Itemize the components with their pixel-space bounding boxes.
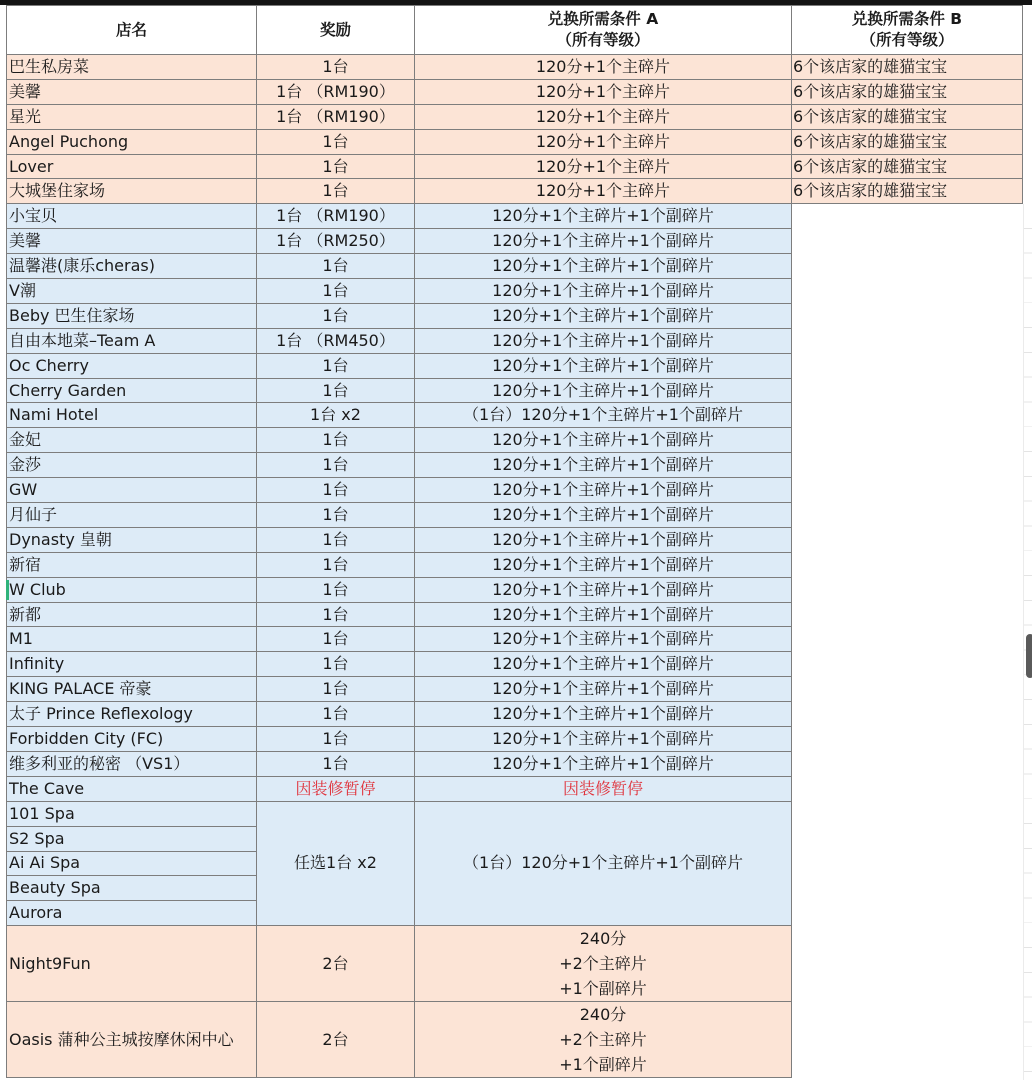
reward-cell[interactable]: 1台: [257, 577, 415, 602]
empty-cell: [792, 254, 1023, 279]
empty-cell: [792, 826, 1023, 851]
empty-cell: [792, 328, 1023, 353]
condition-b-cell[interactable]: 6个该店家的雄猫宝宝: [792, 154, 1023, 179]
empty-cell: [792, 652, 1023, 677]
empty-cell: [792, 453, 1023, 478]
condition-a-cell[interactable]: 因装修暂停: [415, 776, 792, 801]
condition-a-cell[interactable]: （1台）120分+1个主碎片+1个副碎片: [415, 801, 792, 925]
table-row: [7, 353, 1023, 378]
header-condition-b[interactable]: [792, 6, 1023, 55]
table-row: [7, 627, 1023, 652]
condition-a-cell[interactable]: 120分+1个主碎片+1个副碎片: [415, 328, 792, 353]
table-row: [7, 702, 1023, 727]
condition-a-cell[interactable]: 120分+1个主碎片+1个副碎片: [415, 503, 792, 528]
table-row: [7, 129, 1023, 154]
reward-cell[interactable]: 1台: [257, 702, 415, 727]
reward-cell[interactable]: 1台: [257, 478, 415, 503]
condition-b-cell[interactable]: 6个该店家的雄猫宝宝: [792, 79, 1023, 104]
condition-a-line: +1个副碎片: [559, 1055, 647, 1075]
scrollbar-handle[interactable]: [1026, 634, 1032, 678]
empty-cell: [792, 727, 1023, 752]
reward-cell[interactable]: 1台: [257, 527, 415, 552]
condition-a-cell[interactable]: 120分+1个主碎片+1个副碎片: [415, 751, 792, 776]
store-name-cell[interactable]: 自由本地菜–Team A: [7, 328, 257, 353]
store-name-cell[interactable]: Angel Puchong: [7, 129, 257, 154]
condition-b-cell[interactable]: 6个该店家的雄猫宝宝: [792, 55, 1023, 80]
reward-cell[interactable]: 1台: [257, 552, 415, 577]
condition-a-cell[interactable]: 120分+1个主碎片+1个副碎片: [415, 552, 792, 577]
empty-cell: [792, 503, 1023, 528]
store-name-cell[interactable]: 金妃: [7, 428, 257, 453]
store-name-cell[interactable]: The Cave: [7, 776, 257, 801]
condition-a-cell[interactable]: （1台）120分+1个主碎片+1个副碎片: [415, 403, 792, 428]
store-name-cell[interactable]: Beauty Spa: [7, 876, 257, 901]
table-row: [7, 204, 1023, 229]
condition-a-cell[interactable]: 120分+1个主碎片+1个副碎片: [415, 378, 792, 403]
empty-cell: [792, 876, 1023, 901]
reward-cell[interactable]: 1台: [257, 751, 415, 776]
reward-cell[interactable]: 2台: [257, 926, 415, 1002]
table-row: [7, 751, 1023, 776]
store-name-cell[interactable]: Nami Hotel: [7, 403, 257, 428]
reward-cell[interactable]: 1台: [257, 503, 415, 528]
condition-a-cell[interactable]: 120分+1个主碎片+1个副碎片: [415, 353, 792, 378]
empty-cell: [792, 527, 1023, 552]
store-name-cell[interactable]: Forbidden City (FC): [7, 727, 257, 752]
condition-a-cell[interactable]: 120分+1个主碎片+1个副碎片: [415, 478, 792, 503]
store-name-cell[interactable]: M1: [7, 627, 257, 652]
condition-a-cell[interactable]: 120分+1个主碎片+1个副碎片: [415, 279, 792, 304]
store-name-cell[interactable]: Beby 巴生住家场: [7, 303, 257, 328]
header-name-label: 店名: [115, 20, 147, 39]
header-condition-b-line2: （所有等级）: [860, 31, 954, 49]
store-name-cell[interactable]: Lover: [7, 154, 257, 179]
reward-cell[interactable]: 1台: [257, 279, 415, 304]
empty-cell: [792, 776, 1023, 801]
store-name-cell[interactable]: 新都: [7, 602, 257, 627]
store-name-cell[interactable]: 101 Spa: [7, 801, 257, 826]
reward-cell[interactable]: 1台: [257, 378, 415, 403]
table-row: [7, 453, 1023, 478]
table-row: [7, 229, 1023, 254]
table-row: [7, 478, 1023, 503]
empty-cell: [792, 353, 1023, 378]
condition-a-cell[interactable]: 120分+1个主碎片+1个副碎片: [415, 453, 792, 478]
condition-a-cell[interactable]: 120分+1个主碎片: [415, 79, 792, 104]
empty-cell: [792, 901, 1023, 926]
condition-a-cell[interactable]: 120分+1个主碎片+1个副碎片: [415, 254, 792, 279]
empty-cell: [792, 801, 1023, 826]
empty-cell: [792, 851, 1023, 876]
condition-a-cell[interactable]: 120分+1个主碎片+1个副碎片: [415, 428, 792, 453]
condition-a-cell[interactable]: [415, 1002, 792, 1078]
header-name[interactable]: [7, 6, 257, 55]
table-row: [7, 55, 1023, 80]
selection-marker: [6, 580, 9, 600]
condition-a-cell[interactable]: 120分+1个主碎片: [415, 179, 792, 204]
reward-cell[interactable]: 1台 （RM450）: [257, 328, 415, 353]
store-name-cell[interactable]: Aurora: [7, 901, 257, 926]
store-name-cell[interactable]: 大城堡住家场: [7, 179, 257, 204]
reward-cell[interactable]: 1台: [257, 727, 415, 752]
reward-cell[interactable]: 1台: [257, 154, 415, 179]
empty-cell: [792, 279, 1023, 304]
empty-cell: [792, 577, 1023, 602]
condition-a-line: 240分: [579, 1005, 627, 1025]
condition-a-cell[interactable]: 120分+1个主碎片+1个副碎片: [415, 652, 792, 677]
condition-a-line: +1个副碎片: [559, 979, 647, 999]
reward-cell[interactable]: 1台: [257, 428, 415, 453]
reward-cell[interactable]: 1台 （RM250）: [257, 229, 415, 254]
empty-cell: [792, 303, 1023, 328]
condition-a-cell[interactable]: 120分+1个主碎片+1个副碎片: [415, 677, 792, 702]
table-row: [7, 602, 1023, 627]
empty-cell: [792, 478, 1023, 503]
reward-cell[interactable]: 1台 （RM190）: [257, 79, 415, 104]
condition-a-cell[interactable]: 120分+1个主碎片+1个副碎片: [415, 627, 792, 652]
store-name-cell[interactable]: Oc Cherry: [7, 353, 257, 378]
store-name-cell[interactable]: Cherry Garden: [7, 378, 257, 403]
store-name-cell[interactable]: 小宝贝: [7, 204, 257, 229]
store-name-cell[interactable]: 温馨港(康乐cheras): [7, 254, 257, 279]
store-name-cell[interactable]: Dynasty 皇朝: [7, 527, 257, 552]
table-row: [7, 279, 1023, 304]
store-name-cell[interactable]: Ai Ai Spa: [7, 851, 257, 876]
rewards-table: [6, 5, 1023, 1078]
table-row: [7, 403, 1023, 428]
reward-cell[interactable]: 1台: [257, 129, 415, 154]
table-row: [7, 503, 1023, 528]
reward-cell[interactable]: 1台: [257, 602, 415, 627]
empty-cell: [792, 677, 1023, 702]
header-condition-a-line2: （所有等级）: [556, 31, 650, 49]
condition-a-cell[interactable]: 120分+1个主碎片: [415, 55, 792, 80]
store-name-cell[interactable]: 太子 Prince Reflexology: [7, 702, 257, 727]
condition-a-cell[interactable]: [415, 926, 792, 1002]
store-name-cell[interactable]: KING PALACE 帝豪: [7, 677, 257, 702]
table-row: [7, 154, 1023, 179]
store-name-cell[interactable]: Night9Fun: [7, 926, 257, 1002]
condition-a-cell[interactable]: 120分+1个主碎片+1个副碎片: [415, 229, 792, 254]
empty-cell: [792, 926, 1023, 1002]
header-condition-b-line1: 兑换所需条件 B: [851, 10, 963, 28]
table-row: [7, 328, 1023, 353]
empty-cell: [792, 602, 1023, 627]
store-name-cell[interactable]: 星光: [7, 104, 257, 129]
condition-a-line: +2个主碎片: [559, 954, 647, 974]
store-name-cell[interactable]: S2 Spa: [7, 826, 257, 851]
table-row: [7, 776, 1023, 801]
table-row: [7, 303, 1023, 328]
store-name-cell[interactable]: 美馨: [7, 229, 257, 254]
empty-cell: [792, 751, 1023, 776]
header-reward-label: 奖励: [319, 20, 351, 39]
table-row: [7, 378, 1023, 403]
header-row: [7, 6, 1023, 55]
reward-cell[interactable]: 1台 x2: [257, 403, 415, 428]
condition-b-cell[interactable]: 6个该店家的雄猫宝宝: [792, 179, 1023, 204]
store-name-cell[interactable]: 巴生私房菜: [7, 55, 257, 80]
condition-a-cell[interactable]: 120分+1个主碎片+1个副碎片: [415, 577, 792, 602]
table-row: [7, 552, 1023, 577]
empty-cell: [792, 378, 1023, 403]
condition-a-cell[interactable]: 120分+1个主碎片+1个副碎片: [415, 303, 792, 328]
table-row: [7, 677, 1023, 702]
empty-cell: [792, 627, 1023, 652]
empty-cell: [792, 552, 1023, 577]
grid-column-line: [1023, 204, 1024, 1080]
table-row: [7, 926, 1023, 1002]
reward-cell[interactable]: 1台: [257, 627, 415, 652]
store-name-cell[interactable]: 新宿: [7, 552, 257, 577]
condition-b-cell[interactable]: 6个该店家的雄猫宝宝: [792, 104, 1023, 129]
reward-cell[interactable]: 任选1台 x2: [257, 801, 415, 925]
table-row: [7, 801, 1023, 826]
reward-cell[interactable]: 1台: [257, 677, 415, 702]
store-name-cell[interactable]: W Club: [7, 577, 257, 602]
empty-cell: [792, 204, 1023, 229]
reward-cell[interactable]: 因装修暂停: [257, 776, 415, 801]
table-row: [7, 577, 1023, 602]
empty-cell: [792, 702, 1023, 727]
table-row: [7, 727, 1023, 752]
condition-a-cell[interactable]: 120分+1个主碎片: [415, 129, 792, 154]
condition-a-line: +2个主碎片: [559, 1030, 647, 1050]
table-row: [7, 527, 1023, 552]
store-name-cell[interactable]: Oasis 蒲种公主城按摩休闲中心: [7, 1002, 257, 1078]
store-name-cell[interactable]: 美馨: [7, 79, 257, 104]
header-reward[interactable]: [257, 6, 415, 55]
reward-cell[interactable]: 1台: [257, 453, 415, 478]
table-row: [7, 1002, 1023, 1078]
store-name-cell[interactable]: 月仙子: [7, 503, 257, 528]
reward-cell[interactable]: 2台: [257, 1002, 415, 1078]
reward-cell[interactable]: 1台: [257, 353, 415, 378]
empty-cell: [792, 428, 1023, 453]
table-body: [7, 55, 1023, 1078]
reward-cell[interactable]: 1台: [257, 652, 415, 677]
store-name-cell[interactable]: V潮: [7, 279, 257, 304]
store-name-cell[interactable]: Infinity: [7, 652, 257, 677]
header-condition-a[interactable]: [415, 6, 792, 55]
condition-a-cell[interactable]: 120分+1个主碎片: [415, 154, 792, 179]
table-row: [7, 652, 1023, 677]
spreadsheet: [0, 5, 1032, 1080]
reward-cell[interactable]: 1台: [257, 55, 415, 80]
condition-a-cell[interactable]: 120分+1个主碎片+1个副碎片: [415, 204, 792, 229]
store-name-cell[interactable]: 金莎: [7, 453, 257, 478]
empty-cell: [792, 1002, 1023, 1078]
table-row: [7, 104, 1023, 129]
header-condition-a-line1: 兑换所需条件 A: [547, 10, 659, 28]
reward-cell[interactable]: 1台: [257, 254, 415, 279]
condition-a-cell[interactable]: 120分+1个主碎片+1个副碎片: [415, 727, 792, 752]
empty-cell: [792, 403, 1023, 428]
store-name-cell[interactable]: 维多利亚的秘密 （VS1）: [7, 751, 257, 776]
table-row: [7, 254, 1023, 279]
store-name-cell[interactable]: GW: [7, 478, 257, 503]
condition-a-cell[interactable]: 120分+1个主碎片: [415, 104, 792, 129]
condition-b-cell[interactable]: 6个该店家的雄猫宝宝: [792, 129, 1023, 154]
table-row: [7, 79, 1023, 104]
condition-a-cell[interactable]: 120分+1个主碎片+1个副碎片: [415, 702, 792, 727]
condition-a-line: 240分: [579, 929, 627, 949]
reward-cell[interactable]: 1台: [257, 303, 415, 328]
reward-cell[interactable]: 1台 （RM190）: [257, 204, 415, 229]
reward-cell[interactable]: 1台: [257, 179, 415, 204]
empty-cell: [792, 229, 1023, 254]
condition-a-cell[interactable]: 120分+1个主碎片+1个副碎片: [415, 527, 792, 552]
table-row: [7, 179, 1023, 204]
reward-cell[interactable]: 1台 （RM190）: [257, 104, 415, 129]
table-row: [7, 428, 1023, 453]
condition-a-cell[interactable]: 120分+1个主碎片+1个副碎片: [415, 602, 792, 627]
